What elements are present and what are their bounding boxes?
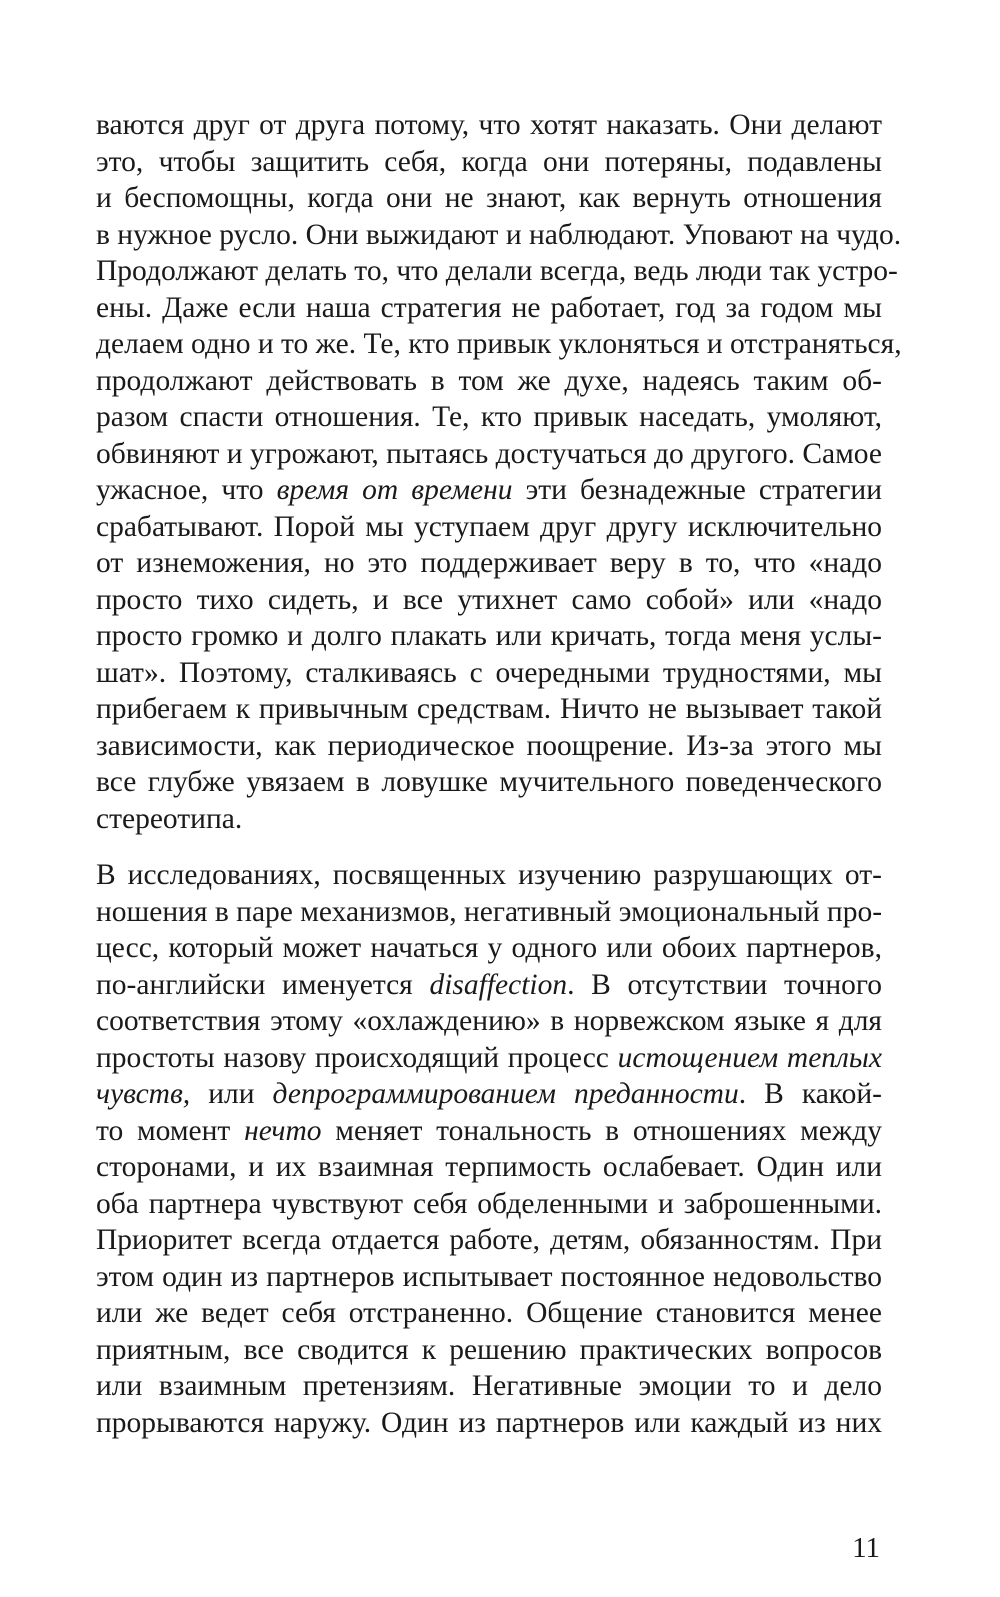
text-line: соответствия этому «охлаждению» в норвежском языке я для bbox=[96, 1005, 882, 1037]
text-line bbox=[96, 967, 882, 1004]
text-line bbox=[96, 1076, 882, 1113]
text-line: Продолжают делать то, что делали всегда, ведь люди так устро- bbox=[96, 255, 898, 287]
text-run: меняет тональность в отношениях между bbox=[321, 1114, 882, 1147]
text-run: ужасное, что bbox=[96, 474, 277, 506]
text-line: ены. Даже если наша стратегия не работает, год за годом мы bbox=[96, 291, 882, 324]
text-run: или bbox=[190, 1078, 273, 1110]
text-run: то момент bbox=[96, 1114, 245, 1147]
italic-emphasis: депрограммированием преданности bbox=[272, 1078, 739, 1110]
text-line: или же ведет себя отстраненно. Общение становится менее bbox=[96, 1297, 882, 1329]
text-line: и беспомощны, когда они не знают, как вернуть отношения bbox=[96, 182, 882, 214]
text-line bbox=[96, 1040, 882, 1077]
text-line: В исследованиях, посвященных изучению разрушающих от- bbox=[96, 859, 882, 891]
text-line: ваются друг от друга потому, что хотят наказать. Они делают bbox=[96, 109, 882, 141]
italic-emphasis: disaffection bbox=[429, 968, 568, 1001]
text-line: Приоритет всегда отдается работе, детям, обязанностям. При bbox=[96, 1224, 882, 1256]
text-run: простоты назову происходящий процесс bbox=[96, 1041, 618, 1074]
italic-emphasis: нечто bbox=[244, 1114, 322, 1147]
text-run: по-английски именуется bbox=[96, 968, 430, 1001]
text-line: ношения в паре механизмов, негативный эмоциональный про- bbox=[96, 895, 883, 928]
text-line: продолжают действовать в том же духе, надеясь таким об- bbox=[96, 364, 882, 397]
text-line: все глубже увязаем в ловушке мучительного поведенческого bbox=[96, 766, 882, 798]
italic-emphasis: истощением теплых bbox=[617, 1041, 882, 1074]
text-line: сторонами, и их взаимная терпимость ослабевает. Один или bbox=[96, 1151, 882, 1183]
italic-emphasis: время от времени bbox=[276, 474, 513, 506]
text-line: это, чтобы защитить себя, когда они потеряны, подавлены bbox=[96, 145, 882, 178]
text-line: просто громко и долго плакать или кричать, тогда меня услы- bbox=[96, 620, 882, 652]
text-run: . В какой- bbox=[738, 1078, 882, 1110]
text-run: эти безнадежные стратегии bbox=[512, 474, 882, 506]
text-line bbox=[96, 1113, 882, 1150]
text-line: оба партнера чувствуют себя обделенными и заброшенными. bbox=[96, 1187, 882, 1220]
text-line: приятным, все сводится к решению практических вопросов bbox=[96, 1333, 882, 1366]
paragraph-1 bbox=[96, 107, 902, 837]
text-line: срабатывают. Порой мы уступаем друг другу исключительно bbox=[96, 510, 882, 543]
italic-emphasis: чувств, bbox=[96, 1078, 191, 1110]
text-line: просто тихо сидеть, и все утихнет само собой» или «надо bbox=[96, 583, 882, 616]
text-line: делаем одно и то же. Те, кто привык уклоняться и отстраняться, bbox=[96, 328, 902, 360]
text-line: или взаимным претензиям. Негативные эмоции то и дело bbox=[96, 1370, 882, 1402]
text-line: в нужное русло. Они выжидают и наблюдают. Уповают на чудо. bbox=[96, 218, 902, 251]
text-line: цесс, который может начаться у одного или обоих партнеров, bbox=[96, 932, 882, 964]
text-line: разом спасти отношения. Те, кто привык наседать, умоляют, bbox=[96, 401, 882, 433]
text-line: обвиняют и угрожают, пытаясь достучаться до другого. Самое bbox=[96, 437, 882, 470]
text-run: . В отсутствии точного bbox=[567, 968, 882, 1001]
paragraph-2 bbox=[96, 857, 882, 1441]
text-line: стереотипа. bbox=[96, 802, 243, 835]
text-line bbox=[96, 472, 882, 509]
text-line: прибегаем к привычным средствам. Ничто не вызывает такой bbox=[96, 693, 882, 725]
text-line: шат». Поэтому, сталкиваясь с очередными трудностями, мы bbox=[96, 656, 882, 689]
text-line: от изнеможения, но это поддерживает веру в то, что «надо bbox=[96, 547, 882, 579]
text-line: прорываются наружу. Один из партнеров или каждый из них bbox=[96, 1406, 882, 1439]
text-line: зависимости, как периодическое поощрение. Из-за этого мы bbox=[96, 729, 882, 762]
text-line: этом один из партнеров испытывает постоянное недовольство bbox=[96, 1260, 882, 1293]
page-number: 11 bbox=[852, 1532, 880, 1564]
